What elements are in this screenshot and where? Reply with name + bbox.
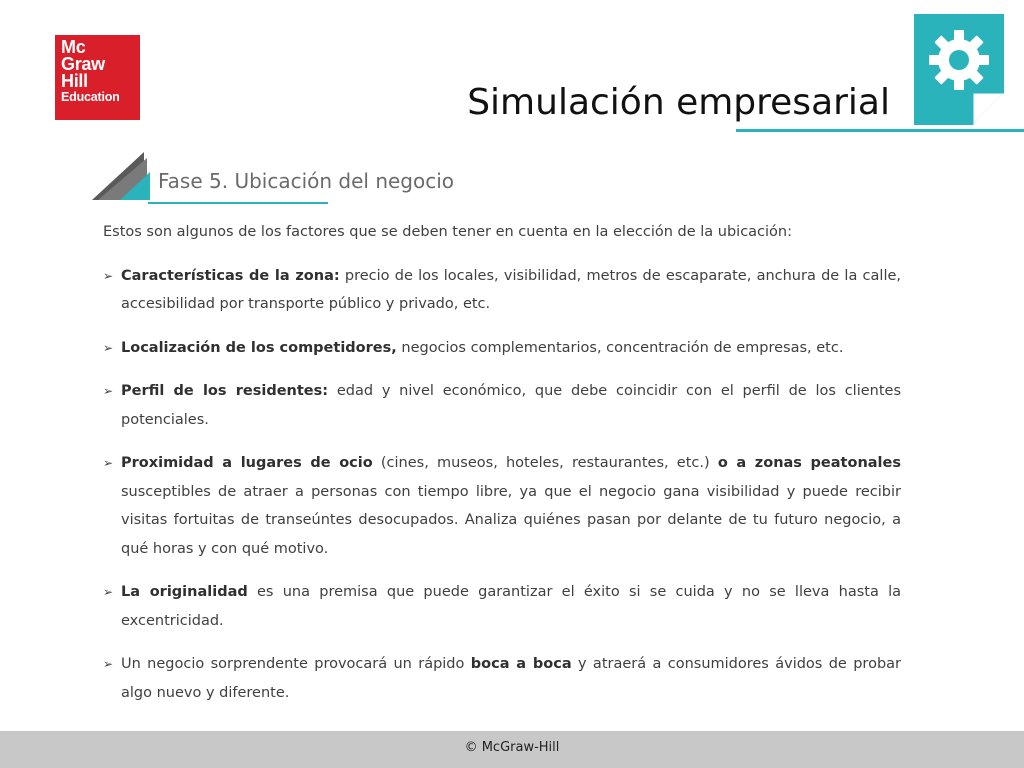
item-pre-text: Un negocio sorprendente provocará un rápido: [121, 656, 471, 672]
arrow-bullet-icon: ➢: [103, 585, 114, 599]
logo-line-1: Mc: [61, 37, 86, 57]
item-text: edad y nivel económico, que debe coincidir con el perfil de los clientes potenciales.: [121, 383, 901, 428]
item-bold: Localización de los competidores,: [121, 339, 397, 356]
arrow-bullet-icon: ➢: [103, 657, 114, 671]
arrow-bullet-icon: ➢: [103, 456, 114, 470]
intro-text: Estos son algunos de los factores que se deben tener en cuenta en la elección de la ubicación:: [103, 224, 792, 240]
list-item: [103, 334, 901, 363]
list-item: [103, 377, 901, 434]
gear-icon: [914, 14, 1004, 125]
footer-copyright: © McGraw-Hill: [464, 740, 560, 755]
phase-underline: [148, 202, 328, 204]
title-underline: [736, 129, 1024, 132]
arrow-bullet-icon: ➢: [103, 384, 114, 398]
arrow-bullet-icon: ➢: [103, 268, 114, 283]
arrow-bullet-icon: ➢: [103, 340, 114, 355]
logo-line-4: Education: [61, 90, 120, 104]
item-text-2: susceptibles de atraer a personas con tiempo libre, ya que el negocio gana visibilidad y puede recibir visitas fortuitas de transeúntes desocupados. Analiza quiénes pasan por delante de tu futuro negocio, a qué horas y con qué motivo.: [121, 483, 901, 557]
phase-title: Fase 5. Ubicación del negocio: [158, 169, 455, 193]
item-text: y atraerá a consumidores ávidos de probar algo nuevo y diferente.: [121, 656, 901, 701]
item-bold: Proximidad a lugares de ocio: [121, 455, 373, 471]
logo-line-2: Graw: [61, 54, 105, 74]
list-item: [103, 650, 901, 707]
list-item: [103, 262, 901, 319]
item-text: negocios complementarios, concentración de empresas, etc.: [396, 339, 844, 356]
item-bold: La originalidad: [121, 584, 248, 600]
item-bold: Características de la zona:: [121, 267, 340, 284]
list-item: [103, 449, 901, 563]
item-text: precio de los locales, visibilidad, metros de escaparate, anchura de la calle, accesibilidad por transporte público y privado, etc.: [121, 267, 901, 312]
page-title: Simulación empresarial: [467, 82, 890, 123]
item-bold: boca a boca: [470, 656, 572, 672]
item-bold-2: o a zonas peatonales: [717, 455, 901, 471]
item-text: es una premisa que puede garantizar el éxito si se cuida y no se lleva hasta la excentricidad.: [121, 584, 901, 629]
item-text: (cines, museos, hoteles, restaurantes, etc.): [372, 455, 718, 471]
list-item: [103, 578, 901, 635]
logo-line-3: Hill: [61, 71, 88, 91]
item-bold: Perfil de los residentes:: [121, 383, 329, 399]
content-body: [103, 218, 901, 722]
